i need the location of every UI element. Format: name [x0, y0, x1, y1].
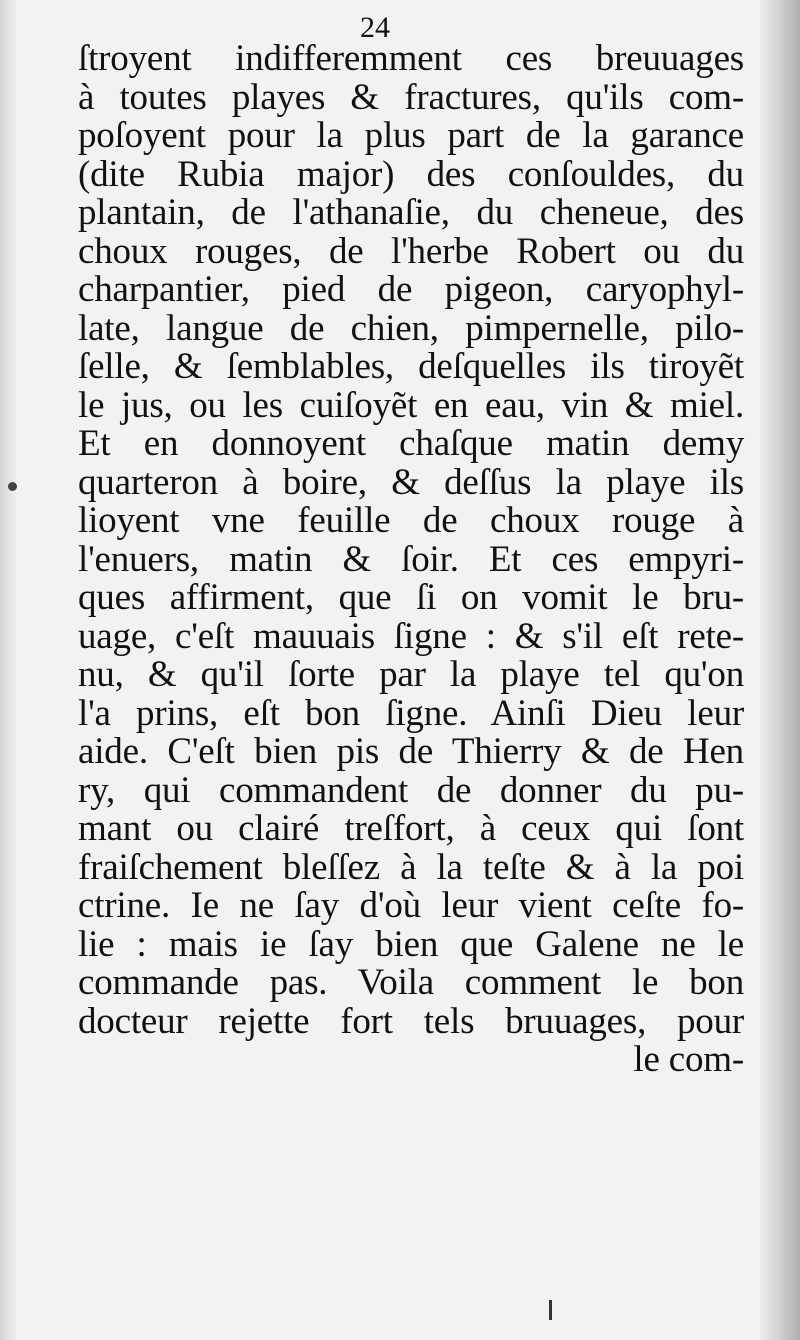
text-line: choux rouges, de l'herbe Robert ou du: [78, 230, 744, 272]
text-line: plantain, de l'athanaſie, du cheneue, des: [78, 192, 744, 233]
page-edge-shadow: [758, 0, 800, 1340]
text-line: late, langue de chien, pimpernelle, pilo-: [78, 307, 744, 349]
text-line: quarteron à boire, & deſſus la playe ils: [78, 461, 744, 503]
page-number: 24: [360, 11, 390, 44]
text-line: lioyent vne feuille de choux rouge à: [78, 500, 744, 541]
text-line: fraiſchement bleſſez à la teſte & à la poi: [78, 846, 744, 888]
body-text: [78, 40, 744, 1080]
ink-spot: [8, 482, 17, 491]
text-line: ry, qui commandent de donner du pu-: [78, 769, 744, 811]
text-line: aide. C'eſt bien pis de Thierry & de Hen: [78, 731, 744, 772]
text-line: mant ou clairé treſfort, à ceux qui ſont: [78, 808, 744, 849]
text-line: Et en donnoyent chaſque matin demy: [78, 423, 744, 464]
text-line: lie : mais ie ſay bien que Galene ne le: [78, 923, 744, 965]
text-line: nu, & qu'il ſorte par la playe tel qu'on: [78, 654, 744, 695]
page-gutter-shadow: [0, 0, 18, 1340]
text-line: l'enuers, matin & ſoir. Et ces empyri-: [78, 538, 744, 580]
text-line: ctrine. Ie ne ſay d'où leur vient ceſte fo-: [78, 885, 744, 926]
text-line: le jus, ou les cuiſoyẽt en eau, vin & miel.: [78, 384, 744, 426]
text-line: (dite Rubia major) des conſouldes, du: [78, 153, 744, 195]
text-line: ſtroyent indifferemment ces breuuages: [78, 38, 744, 79]
catchword-line: le com-: [633, 1039, 744, 1080]
text-line: l'a prins, eſt bon ſigne. Ainſi Dieu leur: [78, 692, 744, 734]
text-line: commande pas. Voila comment le bon: [78, 962, 744, 1003]
text-line: à toutes playes & fractures, qu'ils com-: [78, 76, 744, 118]
text-line: docteur rejette fort tels bruuages, pour: [78, 1000, 744, 1042]
text-line: uage, c'eſt mauuais ſigne : & s'il eſt rete-: [78, 615, 744, 657]
text-line: poſoyent pour la plus part de la garance: [78, 115, 744, 156]
ink-mark: [549, 1300, 552, 1320]
text-line: ſelle, & ſemblables, deſquelles ils tiroyẽt: [78, 346, 744, 387]
text-line: ques affirment, que ſi on vomit le bru-: [78, 577, 744, 618]
text-line: charpantier, pied de pigeon, caryophyl-: [78, 269, 744, 310]
